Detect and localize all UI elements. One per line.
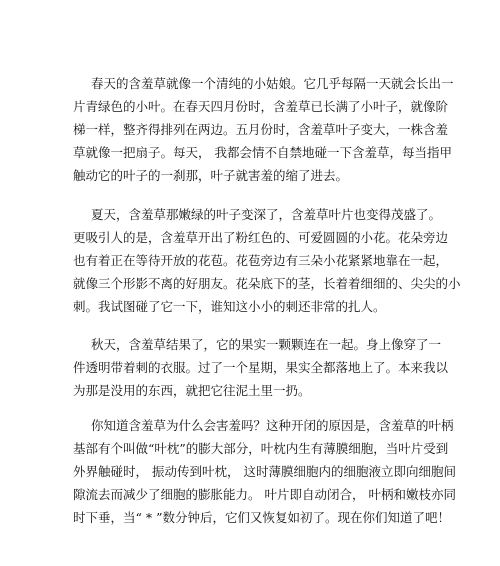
text-line: 隙流去而减少了细胞的膨胀能力。 叶片即自动闭合， 叶柄和嫩枝亦同 — [73, 487, 456, 502]
text-line: 时下垂，当“ * ”数分钟后，它们又恢复如初了。现在你们知道了吧！ — [73, 510, 450, 525]
text-line: 草就像一把扇子。每天， 我都会情不自禁地碰一下含羞草，每当指甲 — [73, 145, 452, 160]
text-line: 秋天，含羞草结果了，它的果实一颗颗连在一起。身上像穿了一 — [91, 337, 442, 352]
text-line: 就像三个形影不离的好朋友。花朵底下的茎，长着着细细的、尖尖的小 — [73, 276, 461, 291]
text-line: 夏天，含羞草那嫩绿的叶子变深了，含羞草叶片也变得茂盛了。 — [91, 207, 442, 222]
text-line: 件透明带着刺的衣服。过了一个星期，果实全都落地上了。本来我以 — [73, 360, 449, 375]
text-line: 梯一样，整齐得排列在两边。五月份时，含羞草叶子变大，一株含羞 — [73, 122, 449, 137]
text-line: 刺。我试图碰了它一下，谁知这小小的刺还非常的扎人。 — [73, 299, 386, 314]
text-line: 更吸引人的是，含羞草开出了粉红色的、可爱圆圆的小花。花朵旁边 — [73, 230, 449, 245]
paragraph-summer — [73, 203, 461, 318]
text-line: 也有着正在等待开放的花苞。花苞旁边有三朵小花紧紧地靠在一起， — [73, 253, 449, 268]
text-line: 外界触碰时， 振动传到叶枕， 这时薄膜细胞内的细胞液立即向细胞间 — [73, 464, 456, 479]
paragraph-autumn — [73, 333, 449, 402]
text-line: 为那是没用的东西，就把它往泥土里一扔。 — [73, 383, 311, 398]
text-line: 片青绿色的小叶。在春天四月份时，含羞草已长满了小叶子，就像阶 — [73, 99, 449, 114]
paragraph-explanation — [73, 414, 456, 529]
text-line: 基部有个叫做“叶枕”的膨大部分，叶枕内生有薄膜细胞，当叶片受到 — [73, 441, 449, 456]
text-line: 你知道含羞草为什么会害羞吗？这种开闭的原因是，含羞草的叶柄 — [91, 418, 454, 433]
text-line: 春天的含羞草就像一个清纯的小姑娘。它几乎每隔一天就会长出一 — [91, 76, 454, 91]
paragraph-spring — [73, 72, 454, 187]
text-line: 触动它的叶子的一刹那，叶子就害羞的缩了进去。 — [73, 168, 349, 183]
